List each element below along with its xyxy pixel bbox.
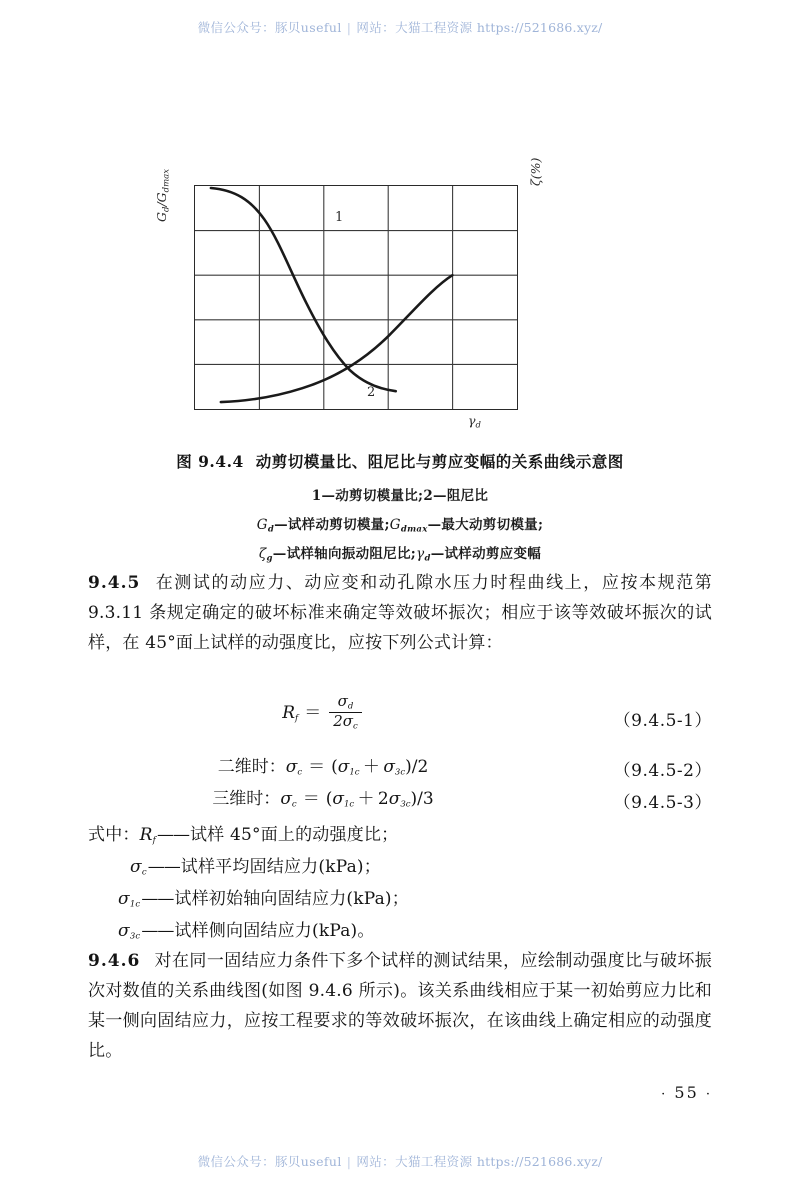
- definition-item-Rf: 式中：$R_f——$试样 45°面上的动强度比；: [88, 825, 399, 846]
- page-number-value: 55: [674, 1083, 699, 1102]
- definition-item-sigma-3c: $\sigma_{3c}——$试样侧向固结应力(kPa)。: [118, 921, 375, 942]
- definition-symbol-sigma-3c: σ: [118, 921, 130, 941]
- watermark-wechat-name-bottom: 豚贝useful: [275, 1154, 342, 1169]
- formula-9-4-5-3-prefix: 三维时：: [212, 789, 281, 809]
- definition-symbol-sigma-c: σ: [130, 857, 142, 877]
- formula-9-4-5-1: [88, 694, 712, 740]
- watermark-separator-bottom: |: [346, 1154, 352, 1169]
- watermark-wechat-label-bottom: 微信公众号：: [197, 1154, 275, 1169]
- symbol-zeta: ζ: [258, 546, 267, 562]
- formula-9-4-5-2-body: 二维时：$\sigma_c = (\sigma_{1c} + \sigma_{3c})/2$: [217, 757, 429, 778]
- curve-2-damping-ratio: [221, 275, 453, 402]
- watermark-site-name: 大猫工程资源: [395, 20, 473, 35]
- formula-9-4-5-3-tag: （9.4.5-3）: [613, 793, 712, 813]
- clause-9-4-5-text: 在测试的动应力、动应变和动孔隙水压力时程曲线上，应按本规范第 9.3.11 条规定确定的破坏标准来确定等效破坏振次；相应于该等效破坏振次的试样，在 45°面上试样的动强度比，应按下列公式计算：: [88, 573, 712, 653]
- figure-caption-number: 图 9.4.4: [176, 452, 244, 471]
- curve-1-modulus-ratio: [211, 188, 396, 391]
- watermark-url: https://521686.xyz/: [476, 20, 603, 35]
- grid-horizontal: [195, 231, 517, 365]
- page-dot-left: ·: [661, 1087, 668, 1102]
- definition-item-sigma-1c: $\sigma_{1c}——$试样初始轴向固结应力(kPa)；: [118, 889, 409, 910]
- watermark-site-label-bottom: 网站：: [356, 1154, 396, 1169]
- definition-desc-sigma-1c: 试样初始轴向固结应力(kPa)；: [174, 889, 409, 909]
- formula-9-4-5-3: [88, 784, 712, 820]
- symbol-gdmax: G: [389, 517, 401, 533]
- watermark-site-name-bottom: 大猫工程资源: [395, 1154, 473, 1169]
- clause-9-4-5-number: 9.4.5: [88, 573, 141, 593]
- figure-note-legend: 1—动剪切模量比;2—阻尼比: [311, 488, 489, 504]
- symbol-gamma-d: γ: [416, 546, 425, 562]
- page-dot-right: ·: [705, 1087, 712, 1102]
- figure-9-4-4: [0, 157, 800, 431]
- watermark-url-bottom: https://521686.xyz/: [476, 1154, 603, 1169]
- definition-desc-sigma-c: 试样平均固结应力(kPa)；: [180, 857, 381, 877]
- formula-9-4-5-2: [88, 752, 712, 788]
- watermark-top: [0, 18, 800, 36]
- formula-lhs-R: R: [282, 702, 296, 723]
- definition-desc-sigma-3c: 试样侧向固结应力(kPa)。: [174, 921, 375, 941]
- definition-item-sigma-c: $\sigma_c——$试样平均固结应力(kPa)；: [130, 857, 381, 878]
- clause-9-4-6: [88, 946, 712, 1066]
- symbol-gd: G: [256, 517, 268, 533]
- watermark-site-label: 网站：: [356, 20, 396, 35]
- definition-lead: 式中：: [88, 825, 140, 845]
- figure-note-symbols-zeta: $\zeta_g—$试样轴向振动阻尼比$;\gamma_d—$试样动剪应变幅: [258, 546, 542, 564]
- figure-caption: [0, 450, 800, 472]
- chart-svg: [195, 186, 517, 409]
- definition-symbol-Rf: R: [139, 825, 153, 845]
- clause-9-4-6-text: 对在同一固结应力条件下多个试样的测试结果，应绘制动强度比与破坏振次对数值的关系曲线图(如图 9.4.6 所示)。该关系曲线相应于某一初始剪应力比和某一侧向固结应力，应按工程要求的等效破坏振次，在该曲线上确定相应的动强度比。: [88, 951, 712, 1061]
- curve-label-2: 2: [367, 385, 376, 400]
- x-axis-label: $\gamma_d$: [468, 413, 481, 431]
- formula-9-4-5-2-prefix: 二维时：: [217, 757, 286, 777]
- formula-9-4-5-1-tag: （9.4.5-1）: [613, 711, 712, 731]
- y-axis-label-right: ζ(%): [528, 157, 543, 186]
- figure-note-symbols-g: $G_d—$试样动剪切模量$;G_{dmax}—$最大动剪切模量;: [256, 517, 544, 535]
- page-number: [0, 1083, 712, 1102]
- clause-9-4-5: [88, 568, 712, 658]
- clause-9-4-6-number: 9.4.6: [88, 951, 141, 971]
- formula-9-4-5-2-tag: （9.4.5-2）: [613, 761, 712, 781]
- formula-9-4-5-1-body: $R_f$ ＝ $\frac{\sigma_d}{2\sigma_c}$: [88, 694, 558, 733]
- figure-caption-title: 动剪切模量比、阻尼比与剪应变幅的关系曲线示意图: [255, 452, 624, 471]
- y-axis-label-left: $G_d/G_{dmax}$: [154, 168, 172, 222]
- plot-area: [194, 185, 518, 410]
- watermark-wechat-name: 豚贝useful: [275, 20, 342, 35]
- watermark-wechat-label: 微信公众号：: [197, 20, 275, 35]
- definition-desc-Rf: 试样 45°面上的动强度比；: [189, 825, 399, 845]
- watermark-separator: |: [346, 20, 352, 35]
- formula-fraction: $\frac{\sigma_d}{2\sigma_c}$: [329, 693, 362, 732]
- definition-symbol-sigma-1c: σ: [118, 889, 130, 909]
- watermark-bottom: [0, 1152, 800, 1170]
- formula-9-4-5-3-body: 三维时：$\sigma_c = (\sigma_{1c} + 2\sigma_{3c})/3$: [212, 789, 434, 810]
- chart-container: [154, 157, 568, 431]
- curve-label-1: 1: [335, 210, 344, 225]
